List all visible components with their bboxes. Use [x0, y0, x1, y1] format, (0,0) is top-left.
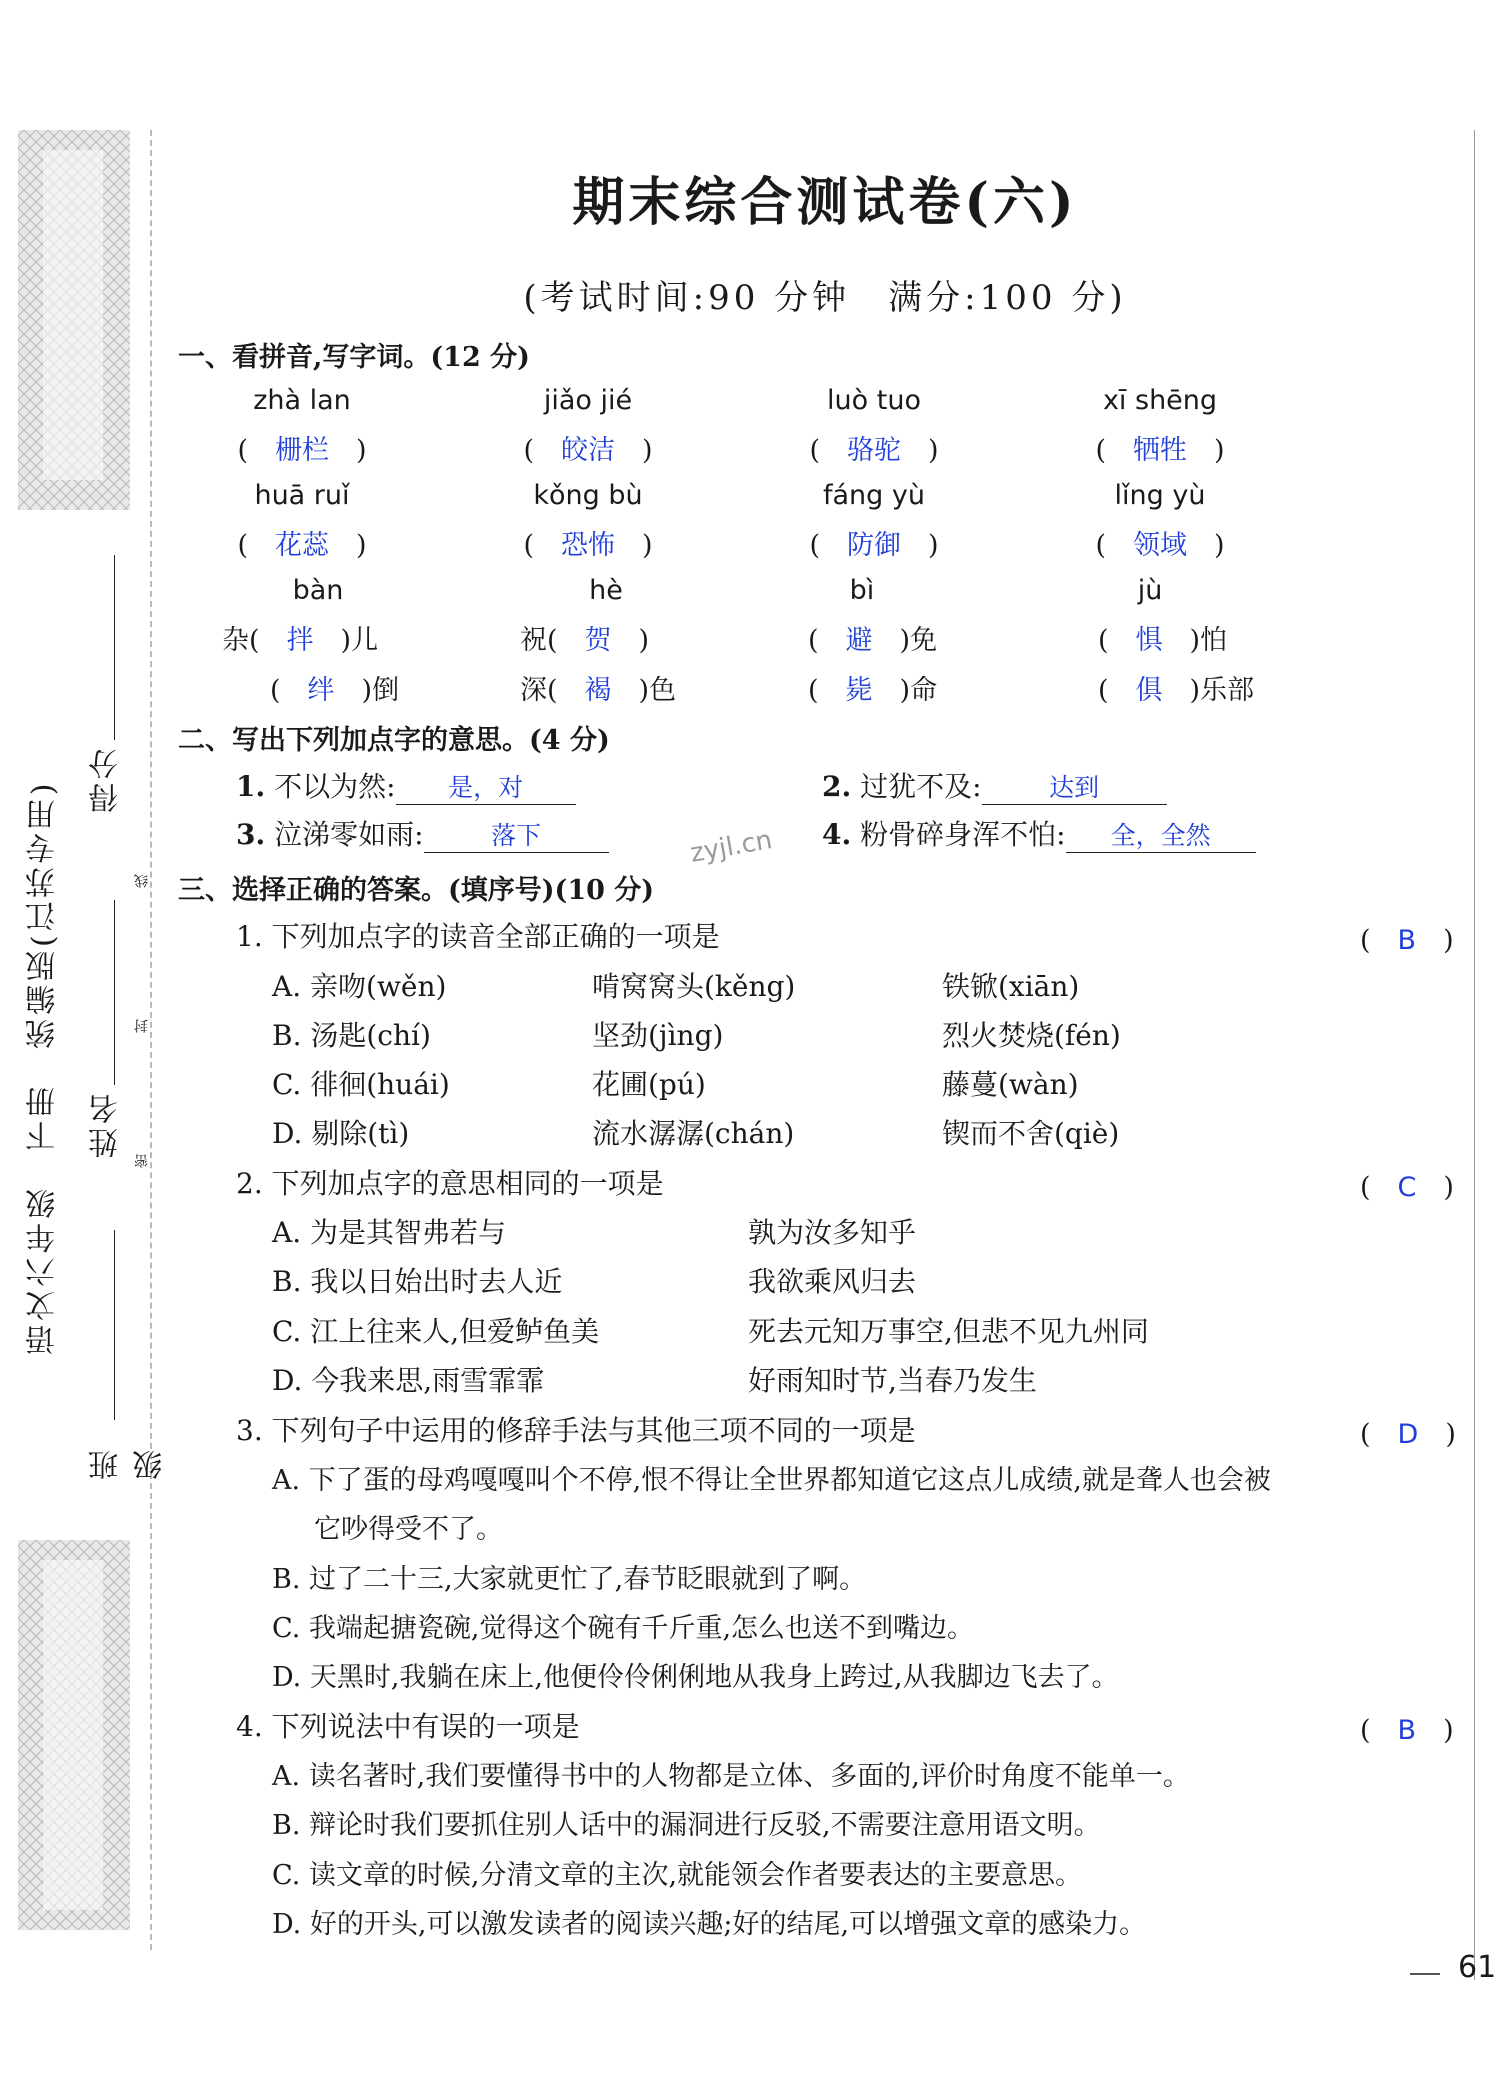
option: C. 读文章的时候,分清文章的主次,就能领会作者要表达的主要意思。: [272, 1860, 1083, 1891]
question-4-answer-box[interactable]: ( B ): [1360, 1715, 1454, 1746]
page-number: 61: [1458, 1950, 1497, 1985]
answer-text: 栅栏: [275, 435, 329, 466]
option: D. 好的开头,可以激发读者的阅读兴趣;好的结尾,可以增强文章的感染力。: [272, 1909, 1147, 1940]
question-3-answer-box[interactable]: ( D ): [1360, 1419, 1456, 1450]
option: 坚劲(jìng): [592, 1019, 724, 1052]
answer-text: 花蕊: [275, 530, 329, 561]
seal-line-label-feng: 封: [134, 1015, 150, 1033]
option: 好雨知时节,当春乃发生: [748, 1364, 1037, 1397]
answer-box[interactable]: ( 牺牲 ): [1095, 435, 1225, 466]
name-blank[interactable]: [114, 900, 115, 1085]
pinyin: zhà lan: [253, 385, 351, 416]
answer-text: 皎洁: [561, 435, 615, 466]
pinyin: bàn: [292, 575, 344, 606]
option: A. 下了蛋的母鸡嘎嘎叫个不停,恨不得让全世界都知道它这点儿成绩,就是聋人也会被: [272, 1465, 1271, 1496]
option: A. 为是其智弗若与: [272, 1216, 507, 1249]
pinyin: xī shēng: [1102, 385, 1218, 416]
decorative-side-banner-bottom: [18, 1540, 130, 1930]
answer-blank[interactable]: 全，全然: [1066, 816, 1256, 853]
pinyin: huā ruǐ: [254, 480, 350, 511]
page-title: 期末综合测试卷(六): [572, 172, 1078, 233]
question-4-stem: 4. 下列说法中有误的一项是: [236, 1710, 580, 1743]
name-field[interactable]: [85, 1090, 145, 1158]
option: C. 我端起搪瓷碗,觉得这个碗有千斤重,怎么也送不到嘴边。: [272, 1613, 975, 1644]
seal-line-label-mi: 密: [134, 1150, 150, 1168]
option: D. 剔除(tì): [272, 1117, 410, 1150]
answer-blank[interactable]: 落下: [424, 816, 609, 853]
answer-blank[interactable]: 是，对: [396, 768, 576, 805]
score-blank[interactable]: [114, 555, 115, 740]
question-1-answer-box[interactable]: ( B ): [1360, 925, 1454, 956]
meaning-item-4: 4. 粉骨碎身浑不怕: 全，全然: [822, 813, 1256, 853]
answer-blank[interactable]: 达到: [982, 768, 1167, 805]
section1-heading: 一、看拼音,写字词。(12 分): [178, 342, 530, 373]
pinyin: fáng yù: [823, 480, 925, 511]
answer-box[interactable]: ( 毙 )命: [808, 675, 938, 706]
option: 流水潺潺(chán): [592, 1117, 795, 1150]
seal-dashed-line: [150, 130, 152, 1950]
class-field[interactable]: [85, 1420, 168, 1480]
option: A. 读名著时,我们要懂得书中的人物都是立体、多面的,评价时角度不能单一。: [272, 1761, 1190, 1792]
answer-text: 领域: [1133, 530, 1187, 561]
watermark: zyjl.cn: [688, 825, 775, 869]
class-label: 班级: [89, 1446, 168, 1480]
seal-line-label-xian: 线: [134, 870, 150, 888]
meaning-item-1: 1. 不以为然: 是，对: [236, 765, 576, 805]
pinyin: luò tuo: [827, 385, 921, 416]
answer-box[interactable]: ( 领域 ): [1095, 530, 1225, 561]
page-number-dash: [1410, 1973, 1440, 1975]
option: C. 徘徊(huái): [272, 1068, 450, 1101]
score-field[interactable]: [85, 745, 145, 813]
pinyin: kǒng bù: [533, 480, 643, 511]
option: 铁锨(xiān): [942, 970, 1080, 1003]
option: B. 过了二十三,大家就更忙了,春节眨眼就到了啊。: [272, 1564, 867, 1595]
option: 我欲乘风归去: [748, 1265, 917, 1298]
exam-info: (考试时间:90 分钟 满分:100 分): [523, 278, 1127, 318]
question-2-answer-box[interactable]: ( C ): [1360, 1172, 1454, 1203]
answer-box[interactable]: ( 防御 ): [809, 530, 939, 561]
option: A. 亲吻(wěn): [272, 970, 447, 1003]
answer-box[interactable]: ( 避 )免: [808, 625, 938, 656]
name-label: 姓名: [89, 1090, 124, 1158]
section2-heading: 二、写出下列加点字的意思。(4 分): [178, 725, 610, 756]
pinyin: bì: [849, 575, 875, 606]
option: B. 我以日始出时去人近: [272, 1265, 563, 1298]
answer-box[interactable]: ( 栅栏 ): [237, 435, 367, 466]
pinyin: hè: [589, 575, 623, 606]
option: 烈火焚烧(fén): [942, 1019, 1121, 1052]
answer-text: 防御: [847, 530, 901, 561]
section3-heading: 三、选择正确的答案。(填序号)(10 分): [178, 875, 655, 906]
option: 花圃(pú): [592, 1068, 706, 1101]
question-1-stem: 1. 下列加点字的读音全部正确的一项是: [236, 920, 720, 953]
option: B. 辩论时我们要抓住别人话中的漏洞进行反驳,不需要注意用语文明。: [272, 1810, 1101, 1841]
score-label: 得分: [89, 745, 124, 813]
question-2-stem: 2. 下列加点字的意思相同的一项是: [236, 1167, 664, 1200]
page-right-border: [1474, 130, 1475, 1980]
question-3-stem: 3. 下列句子中运用的修辞手法与其他三项不同的一项是: [236, 1414, 916, 1447]
option-continuation: 它吵得受不了。: [314, 1514, 503, 1545]
option: D. 天黑时,我躺在床上,他便伶伶俐俐地从我身上跨过,从我脚边飞去了。: [272, 1662, 1119, 1693]
answer-box[interactable]: ( 皎洁 ): [523, 435, 653, 466]
meaning-item-2: 2. 过犹不及: 达到: [822, 765, 1167, 805]
option: B. 汤匙(chí): [272, 1019, 431, 1052]
option: 死去元知万事空,但悲不见九州同: [748, 1315, 1149, 1348]
answer-box[interactable]: ( 绊 )倒: [270, 675, 400, 706]
answer-box[interactable]: ( 花蕊 ): [237, 530, 367, 561]
option: D. 今我来思,雨雪霏霏: [272, 1364, 545, 1397]
pinyin: lǐng yù: [1114, 480, 1206, 511]
answer-text: 牺牲: [1133, 435, 1187, 466]
answer-box[interactable]: 祝( 贺 ): [520, 625, 650, 656]
pinyin: jiǎo jié: [543, 385, 633, 416]
answer-box[interactable]: ( 恐怖 ): [523, 530, 653, 561]
option: 锲而不舍(qiè): [942, 1117, 1120, 1150]
meaning-item-3: 3. 泣涕零如雨: 落下: [236, 813, 609, 853]
option: C. 江上往来人,但爱鲈鱼美: [272, 1315, 600, 1348]
class-blank[interactable]: [114, 1230, 115, 1420]
option: 藤蔓(wàn): [942, 1068, 1079, 1101]
answer-box[interactable]: ( 惧 )怕: [1098, 625, 1228, 656]
option: 啃窝窝头(kěng): [592, 970, 796, 1003]
answer-text: 骆驼: [847, 435, 901, 466]
answer-box[interactable]: ( 俱 )乐部: [1098, 675, 1255, 706]
answer-box[interactable]: ( 骆驼 ): [809, 435, 939, 466]
pinyin: jù: [1137, 575, 1163, 606]
answer-text: 恐怖: [561, 530, 615, 561]
option: 孰为汝多知乎: [748, 1216, 917, 1249]
answer-box[interactable]: 深( 褐 )色: [520, 675, 677, 706]
answer-box[interactable]: 杂( 拌 )儿: [222, 625, 379, 656]
book-info: 语文六年级 下册 统编版(江苏专用): [26, 779, 61, 1355]
